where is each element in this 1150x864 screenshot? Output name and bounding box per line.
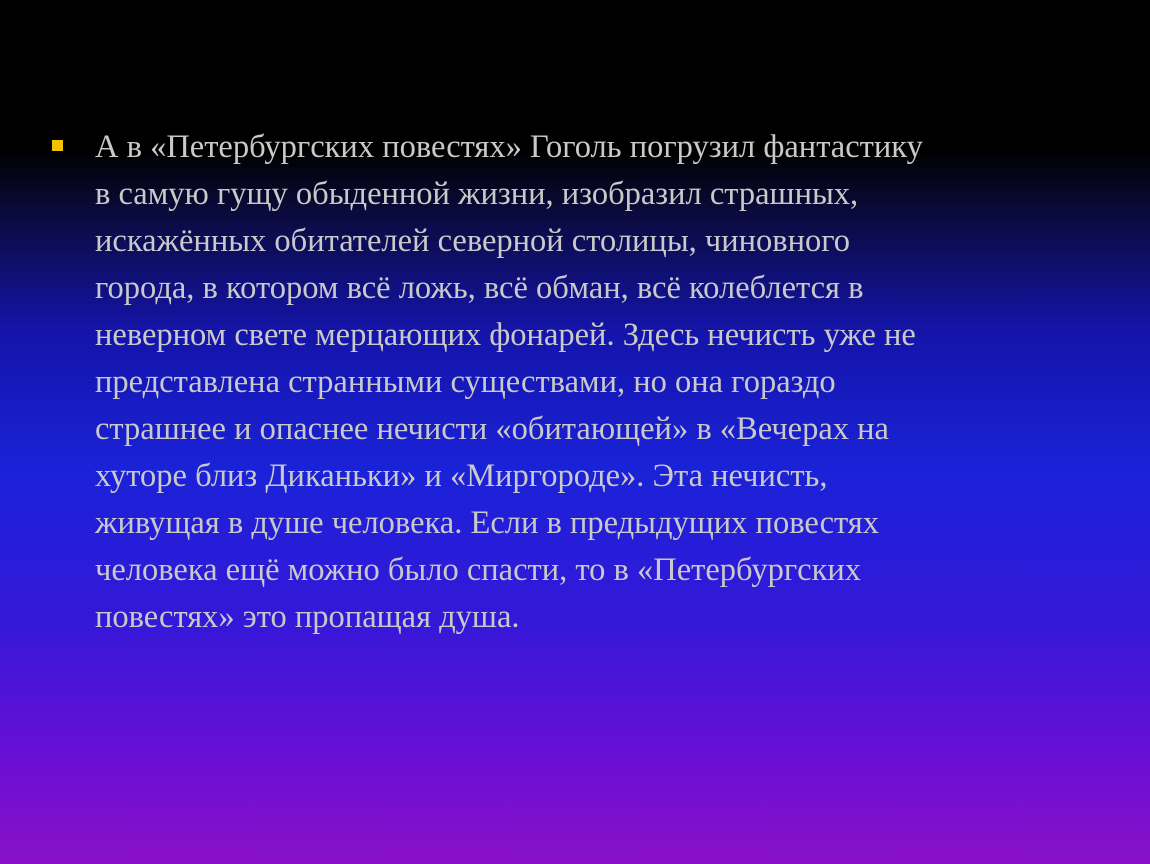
bullet-text: А в «Петербургских повестях» Гоголь погрузил фантастику в самую гущу обыденной жизни, изобразил страшных, искажённых обитателей северной столицы, чиновного города, в котором всё ложь, всё обман, всё колеблется в неверном свете мерцающих фонарей. Здесь нечисть уже не представлена странными существами, но она гораздо страшнее и опаснее нечисти «обитающей» в «Вечерах на хуторе близ Диканьки» и «Миргороде». Эта нечисть, живущая в душе человека. Если в предыдущих повестях человека ещё можно было спасти, то в «Петербургских повестях» это пропащая душа. [95,129,923,635]
square-bullet-icon [52,140,63,151]
